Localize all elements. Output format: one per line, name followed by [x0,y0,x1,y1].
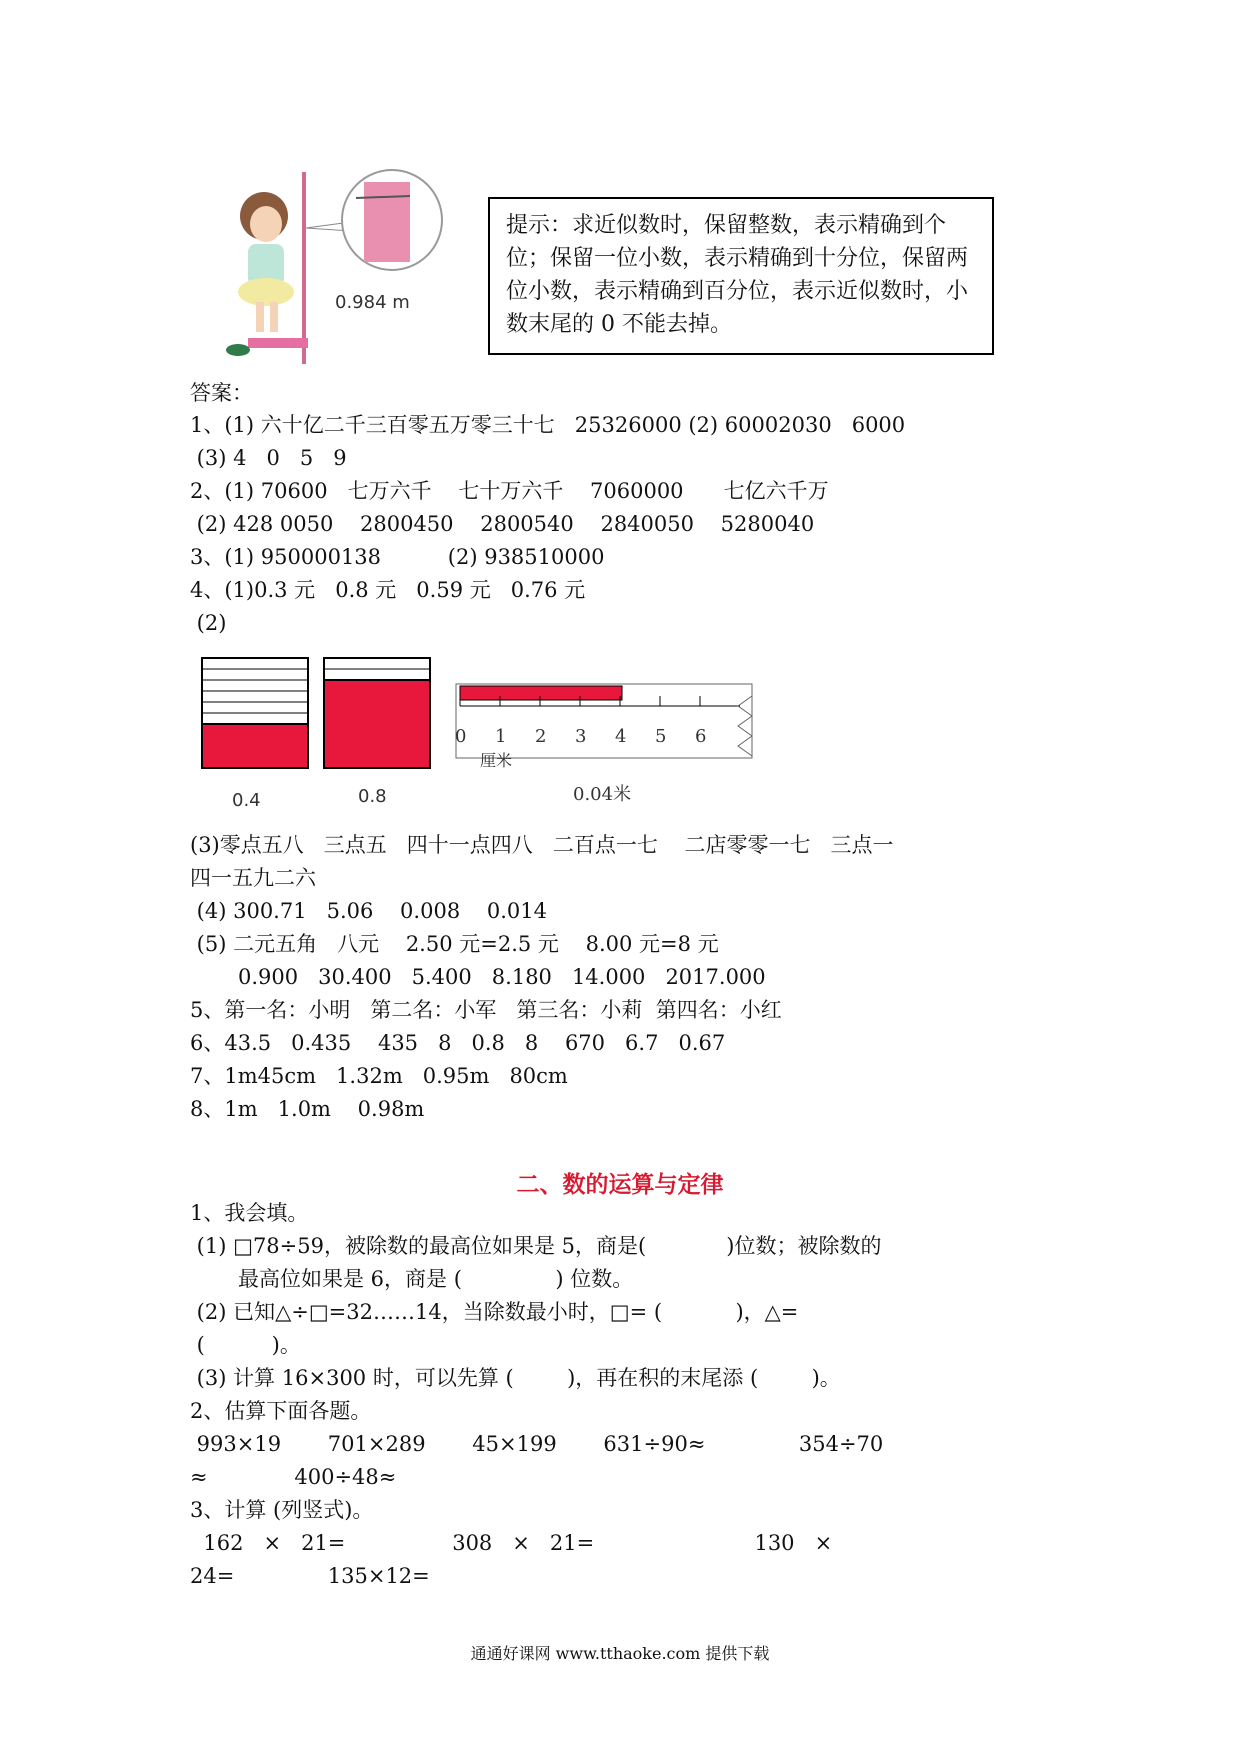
question-line: 最高位如果是 6，商是 ( ) 位数。 [238,1267,634,1291]
tick-6: 6 [695,726,707,747]
answer-line: 7、1m45cm 1.32m 0.95m 80cm [190,1064,568,1088]
answer-line: (5) 二元五角 八元 2.50 元=2.5 元 8.00 元=8 元 [190,932,719,956]
question-line: (3) 计算 16×300 时，可以先算 ( )，再在积的末尾添 ( )。 [190,1366,841,1390]
answers-heading: 答案： [190,381,253,405]
height-label: 0.984 m [335,292,410,313]
answer-line: (2) 428 0050 2800450 2800540 2840050 5280040 [190,512,815,536]
answer-line: 2、(1) 70600 七万六千 七十万六千 7060000 七亿六千万 [190,479,829,503]
question-line: 162 × 21= 308 × 21= 130 × [190,1531,833,1555]
label-0-04: 0.04米 [573,784,632,805]
answer-line: 四一五九二六 [190,866,316,890]
page-footer: 通通好课网 www.tthaoke.com 提供下载 [470,1644,770,1663]
tick-2: 2 [535,726,547,747]
question-line: (2) 已知△÷□=32……14，当除数最小时，□= ( )，△= [190,1300,799,1324]
question-line: ( )。 [190,1333,301,1357]
height-illustration [226,168,496,368]
question-line: ≈ 400÷48≈ [190,1465,397,1489]
tick-4: 4 [615,726,627,747]
answer-line: (2) [190,611,227,635]
label-0-8: 0.8 [358,786,387,807]
tick-3: 3 [575,726,587,747]
answer-line: (3) 4 0 5 9 [190,446,347,470]
answer-line: 0.900 30.400 5.400 8.180 14.000 2017.000 [238,965,766,989]
question-line: 1、我会填。 [190,1201,309,1225]
fraction-grid-a [202,658,308,768]
answer-line: 1、(1) 六十亿二千三百零五万零三十七 25326000 (2) 60002030 6000 [190,413,906,437]
question-line: 24= 135×12= [190,1564,430,1588]
tick-5: 5 [655,726,667,747]
question-line: 993×19 701×289 45×199 631÷90≈ 354÷70 [190,1432,884,1456]
section-title: 二、数的运算与定律 [516,1171,724,1198]
answer-line: (4) 300.71 5.06 0.008 0.014 [190,899,547,923]
answer-line: 3、(1) 950000138 (2) 938510000 [190,545,605,569]
answer-line: 5、第一名：小明 第二名：小军 第三名：小莉 第四名：小红 [190,998,782,1022]
ruler-unit: 厘米 [480,751,513,770]
tick-0: 0 [455,726,467,747]
question-line: 2、估算下面各题。 [190,1399,372,1423]
answer-line: 6、43.5 0.435 435 8 0.8 8 670 6.7 0.67 [190,1031,726,1055]
fraction-grid-b [324,658,430,768]
question-line: 3、计算 (列竖式)。 [190,1498,374,1522]
label-0-4: 0.4 [232,790,261,811]
answer-line: (3)零点五八 三点五 四十一点四八 二百点一七 二店零零一七 三点一 [190,833,894,857]
answer-line: 8、1m 1.0m 0.98m [190,1097,425,1121]
question-line: (1) □78÷59，被除数的最高位如果是 5，商是( )位数；被除数的 [190,1234,882,1258]
tick-1: 1 [495,726,507,747]
answer-line: 4、(1)0.3 元 0.8 元 0.59 元 0.76 元 [190,578,586,602]
hint-box: 提示：求近似数时，保留整数，表示精确到个位；保留一位小数，表示精确到十分位，保留两位小数，表示精确到百分位，表示近似数时，小数末尾的 0 不能去掉。 [488,197,994,355]
